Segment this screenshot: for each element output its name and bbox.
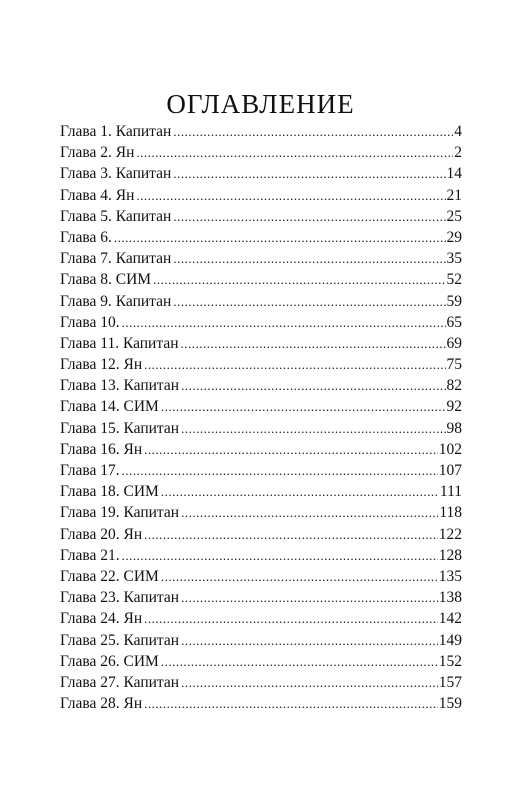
- toc-dot-leader: [122, 312, 446, 333]
- toc-entry-title: Глава 13. Капитан: [60, 377, 180, 395]
- toc-entry: [60, 312, 462, 333]
- toc-entry: [60, 354, 462, 375]
- toc-entry-title: Глава 1. Капитан: [60, 123, 172, 140]
- toc-entry-page-number: 149: [438, 631, 462, 649]
- toc-entry: [60, 502, 462, 523]
- toc-entry: [60, 418, 462, 439]
- toc-entry-title: Глава 2. Ян: [60, 144, 135, 162]
- toc-entry: [60, 587, 462, 608]
- toc-entry-page-number: 107: [438, 462, 462, 479]
- toc-dot-leader: [114, 227, 446, 248]
- toc-entry: [60, 248, 462, 269]
- toc-entry-title: Глава 8. СИМ: [60, 271, 152, 289]
- toc-dot-leader: [161, 566, 438, 587]
- toc-entry-page-number: 29: [446, 228, 462, 246]
- toc-entry: [60, 269, 462, 290]
- toc-entry-page-number: 111: [439, 483, 462, 501]
- toc-entry: [60, 142, 462, 163]
- toc-dot-leader: [181, 587, 438, 608]
- toc-dot-leader: [136, 185, 445, 206]
- toc-dot-leader: [136, 142, 453, 163]
- toc-entry-page-number: 142: [438, 610, 462, 628]
- toc-entry: [60, 333, 462, 354]
- toc-entry-title: Глава 25. Капитан: [60, 631, 180, 649]
- toc-dot-leader: [181, 630, 438, 651]
- toc-entry-title: Глава 5. Капитан: [60, 207, 172, 225]
- toc-dot-leader: [144, 693, 438, 714]
- toc-entry-title: Глава 27. Капитан: [60, 673, 180, 691]
- toc-entry: [60, 375, 462, 396]
- toc-dot-leader: [181, 672, 438, 693]
- toc-entry: [60, 291, 462, 312]
- toc-entry-page-number: 25: [446, 207, 462, 225]
- toc-entry: [60, 672, 462, 693]
- toc-entry-page-number: 98: [446, 419, 462, 437]
- toc-dot-leader: [144, 608, 438, 629]
- toc-entry: [60, 524, 462, 545]
- toc-entry-page-number: 4: [454, 123, 462, 140]
- toc-entry-page-number: 135: [438, 567, 462, 585]
- toc-dot-leader: [161, 651, 438, 672]
- toc-entry-title: Глава 14. СИМ: [60, 398, 159, 416]
- toc-entry-title: Глава 19. Капитан: [60, 504, 180, 522]
- toc-entry-page-number: 21: [446, 186, 462, 204]
- toc-entry-title: Глава 10.: [60, 313, 120, 331]
- toc-entry-title: Глава 3. Капитан: [60, 165, 172, 183]
- toc-entry: [60, 460, 462, 481]
- toc-entry-title: Глава 16. Ян: [60, 440, 143, 458]
- toc-dot-leader: [153, 269, 445, 290]
- toc-entry-page-number: 118: [439, 504, 462, 522]
- table-of-contents: [60, 121, 462, 714]
- toc-entry-page-number: 152: [438, 652, 462, 670]
- toc-entry-page-number: 92: [446, 398, 462, 416]
- toc-entry-page-number: 159: [438, 695, 462, 713]
- toc-entry-title: Глава 22. СИМ: [60, 567, 159, 585]
- toc-dot-leader: [144, 439, 438, 460]
- toc-entry: [60, 566, 462, 587]
- toc-entry-page-number: 14: [446, 165, 462, 183]
- toc-entry-page-number: 128: [438, 546, 462, 564]
- toc-entry: [60, 651, 462, 672]
- toc-dot-leader: [161, 481, 439, 502]
- toc-dot-leader: [173, 206, 445, 227]
- toc-entry: [60, 608, 462, 629]
- toc-entry-title: Глава 21.: [60, 546, 120, 564]
- toc-entry-page-number: 65: [446, 313, 462, 331]
- toc-entry-title: Глава 20. Ян: [60, 525, 143, 543]
- toc-entry-page-number: 138: [438, 589, 462, 607]
- toc-entry-page-number: 59: [446, 292, 462, 310]
- toc-entry-page-number: 2: [454, 144, 462, 162]
- toc-entry-title: Глава 15. Капитан: [60, 419, 180, 437]
- toc-entry-title: Глава 26. СИМ: [60, 652, 159, 670]
- toc-entry-title: Глава 24. Ян: [60, 610, 143, 628]
- toc-dot-leader: [122, 545, 438, 566]
- toc-entry-page-number: 157: [438, 673, 462, 691]
- page-title: ОГЛАВЛЕНИЕ: [166, 89, 355, 119]
- toc-entry-title: Глава 23. Капитан: [60, 589, 180, 607]
- toc-dot-leader: [144, 354, 445, 375]
- toc-entry-title: Глава 12. Ян: [60, 356, 143, 374]
- toc-dot-leader: [181, 418, 445, 439]
- toc-entry-page-number: 82: [446, 377, 462, 395]
- toc-dot-leader: [181, 375, 445, 396]
- toc-entry: [60, 163, 462, 184]
- toc-dot-leader: [144, 524, 438, 545]
- toc-dot-leader: [181, 333, 446, 354]
- toc-entry-title: Глава 17.: [60, 462, 120, 479]
- toc-entry: [60, 121, 462, 142]
- toc-entry-title: Глава 4. Ян: [60, 186, 135, 204]
- toc-entry: [60, 227, 462, 248]
- toc-entry: [60, 693, 462, 714]
- toc-entry-page-number: 102: [438, 440, 462, 458]
- toc-entry: [60, 481, 462, 502]
- toc-entry: [60, 185, 462, 206]
- toc-entry-title: Глава 6.: [60, 228, 112, 246]
- toc-entry-title: Глава 28. Ян: [60, 695, 143, 713]
- toc-entry-page-number: 52: [446, 271, 462, 289]
- toc-dot-leader: [173, 248, 445, 269]
- toc-entry-title: Глава 11. Капитан: [60, 334, 179, 352]
- toc-entry-page-number: 122: [438, 525, 462, 543]
- toc-entry-page-number: 69: [446, 334, 462, 352]
- toc-entry-page-number: 35: [446, 250, 462, 268]
- toc-dot-leader: [173, 291, 445, 312]
- toc-entry: [60, 439, 462, 460]
- toc-entry-page-number: 75: [446, 356, 462, 374]
- toc-dot-leader: [161, 396, 446, 417]
- toc-entry: [60, 545, 462, 566]
- toc-dot-leader: [173, 163, 445, 184]
- toc-entry: [60, 630, 462, 651]
- toc-dot-leader: [173, 121, 453, 142]
- toc-entry-title: Глава 9. Капитан: [60, 292, 172, 310]
- toc-dot-leader: [181, 502, 438, 523]
- toc-entry: [60, 206, 462, 227]
- toc-entry-title: Глава 7. Капитан: [60, 250, 172, 268]
- toc-dot-leader: [122, 460, 438, 481]
- toc-entry: [60, 396, 462, 417]
- toc-entry-title: Глава 18. СИМ: [60, 483, 159, 501]
